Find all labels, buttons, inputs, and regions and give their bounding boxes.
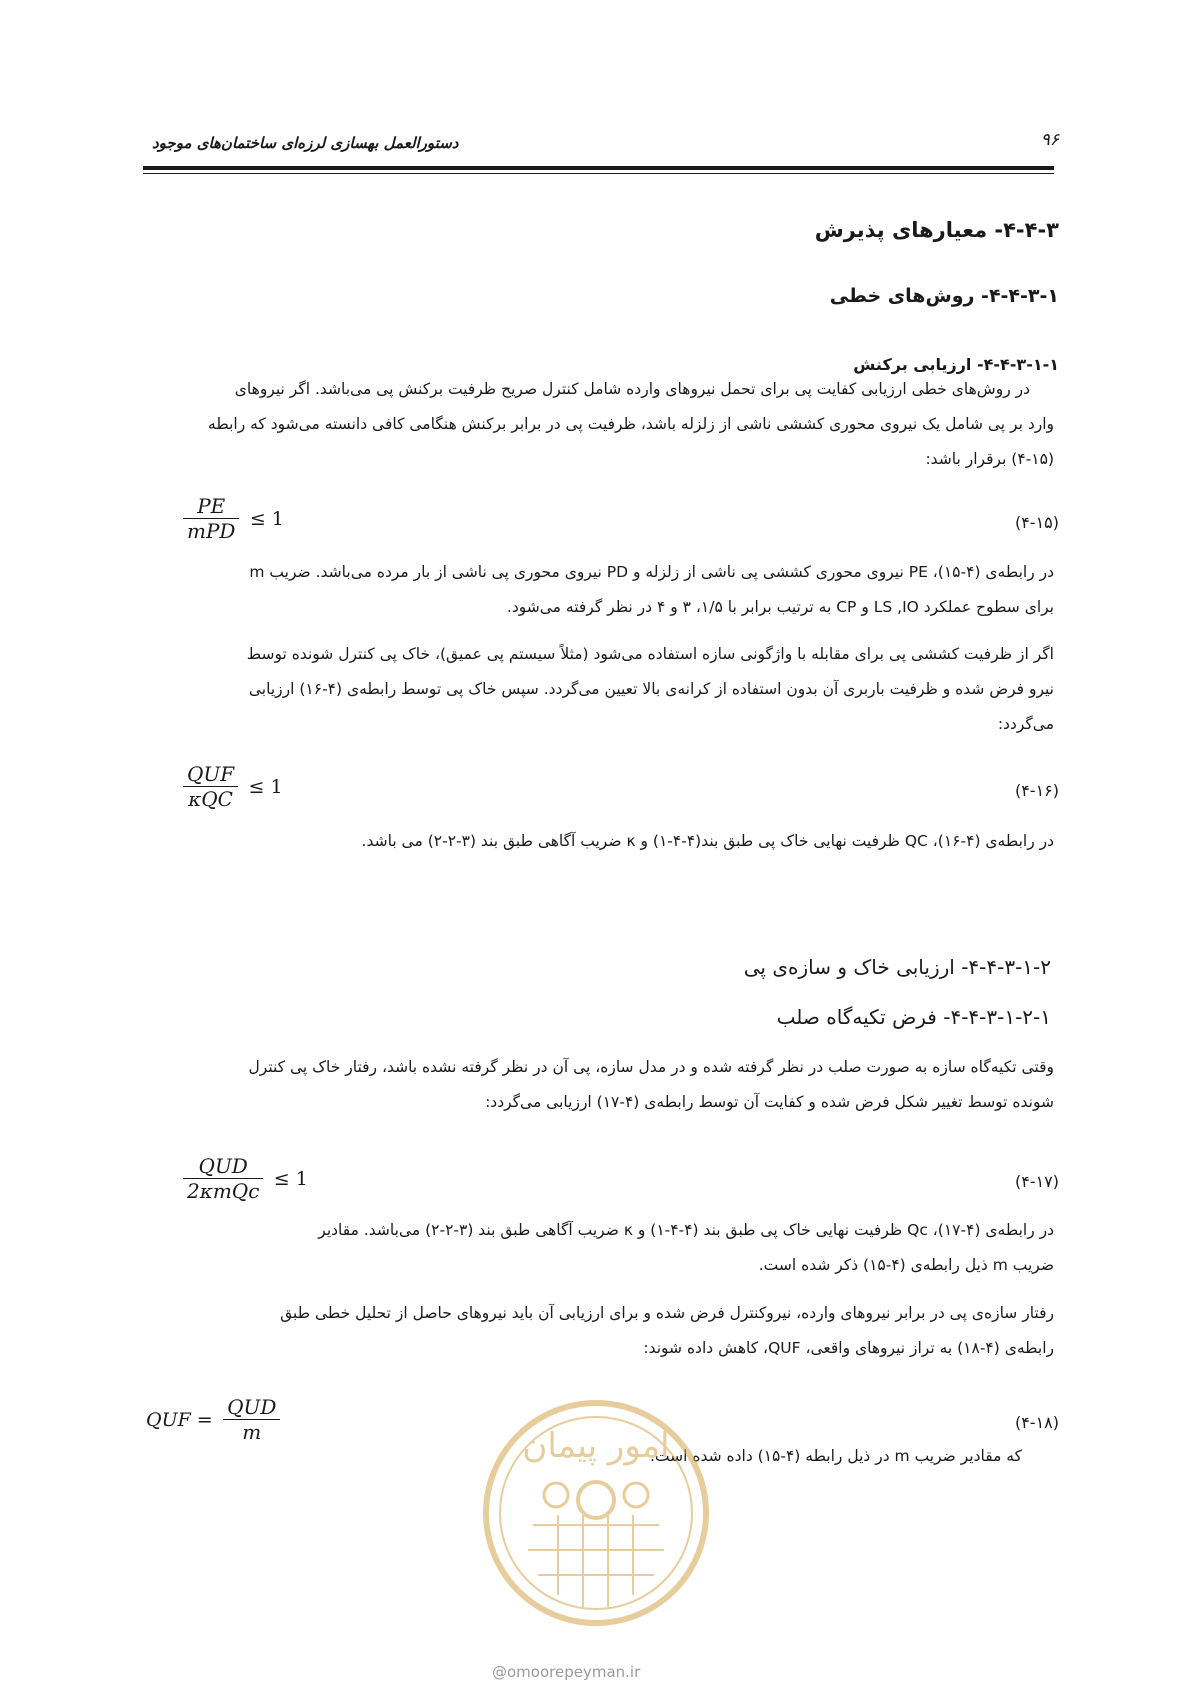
subsubsection-heading: ۴-۴-۳-۱-۱- ارزیابی برکنش (853, 355, 1059, 374)
header-rule-thin (143, 173, 1054, 174)
fraction (223, 1395, 280, 1444)
equation-4-18 (146, 1395, 280, 1444)
equation-4-16 (183, 762, 283, 811)
numerator: QUF (183, 762, 238, 787)
text-line: می‌گردد: (997, 715, 1054, 733)
header-rule-thick (143, 166, 1054, 170)
paragraph-uplift-intro (143, 372, 1054, 477)
subsection-heading-rigid-support: ۴-۴-۳-۱-۲-۱- فرض تکیه‌گاه صلب (776, 1005, 1051, 1029)
fraction (183, 1154, 263, 1203)
relation: ≤ 1 (249, 507, 284, 530)
subsection-heading-soil: ۴-۴-۳-۱-۲- ارزیابی خاک و سازه‌ی پی (743, 955, 1051, 979)
denominator: κQC (188, 787, 233, 811)
text-line: ضریب m ذیل رابطه‌ی (۴-۱۵) ذکر شده است. (758, 1256, 1054, 1274)
paragraph-rigid-support (143, 1050, 1054, 1120)
text-line: برای سطوح عملکرد LS ,IO و CP به ترتیب برابر با ۱/۵، ۳ و ۴ در نظر گرفته می‌شود. (506, 598, 1054, 616)
numerator: PE (183, 494, 239, 519)
text-line: اگر از ظرفیت کششی پی برای مقابله با واژگونی سازه استفاده می‌شود (مثلاً سیستم پی عمیق)، خاک پی کنترل شونده توسط (246, 645, 1054, 663)
stamp-text: امور پیمان (522, 1426, 670, 1466)
numerator: QUD (183, 1154, 263, 1179)
paragraph-overturning (143, 637, 1054, 742)
text-line: شونده توسط تغییر شکل فرض شده و کفایت آن توسط رابطه‌ی (۴-۱۷) ارزیابی می‌گردد: (485, 1093, 1054, 1111)
denominator: 2κmQc (187, 1179, 260, 1203)
text-line: که مقادیر ضریب m در ذیل رابطه (۴-۱۵) داده شده است. (649, 1447, 1022, 1465)
text-line: رابطه‌ی (۴-۱۸) به تراز نیروهای واقعی، QUF، کاهش داده شوند: (643, 1339, 1054, 1357)
running-header-title: دستورالعمل بهسازی لرزه‌ای ساختمان‌های موجود (152, 134, 459, 152)
text-line: در روش‌های خطی ارزیابی کفایت پی برای تحمل نیروهای وارده شامل کنترل صریح ظرفیت برکنش پی می‌باشد. اگر نیروهای (234, 380, 1030, 398)
relation: ≤ 1 (273, 1167, 308, 1190)
denominator: mPD (187, 519, 236, 543)
lhs: QUF = (146, 1408, 213, 1431)
text-line: در رابطه‌ی (۴-۱۷)، Qc ظرفیت نهایی خاک پی طبق بند (۴-۴-۱) و κ ضریب آگاهی طبق بند (۳-۲-۲) می‌باشد. مقادیر (318, 1221, 1054, 1239)
paragraph-foundation-structure (143, 1296, 1054, 1366)
denominator: m (242, 1420, 262, 1444)
text-line: در رابطه‌ی (۴-۱۶)، QC ظرفیت نهایی خاک پی طبق بند(۴-۴-۱) و κ ضریب آگاهی طبق بند (۳-۲-۲) می باشد. (361, 832, 1054, 850)
equation-number: (۴-۱۵) (1014, 513, 1059, 532)
relation: ≤ 1 (248, 775, 283, 798)
equation-number: (۴-۱۶) (1014, 781, 1059, 800)
text-line: رفتار سازه‌ی پی در برابر نیروهای وارده، نیروکنترل فرض شده و برای ارزیابی آن باید نیروهای حاصل از تحلیل خطی طبق (280, 1304, 1054, 1322)
paragraph-eq17-definitions (143, 1213, 1054, 1283)
equation-number: (۴-۱۸) (1014, 1413, 1059, 1432)
paragraph-soil-capacity (143, 824, 1054, 859)
fraction (183, 494, 239, 543)
section-heading: ۴-۴-۳- معیارهای پذیرش (814, 218, 1059, 242)
paragraph-uplift-definitions (143, 555, 1054, 625)
text-line: وقتی تکیه‌گاه سازه به صورت صلب در نظر گرفته شده و در مدل سازه، پی آن در نظر گرفته نشده باشد، رفتار خاک پی کنترل (248, 1058, 1054, 1076)
equation-4-15 (183, 494, 284, 543)
text-line: وارد بر پی شامل یک نیروی محوری کششی ناشی از زلزله باشد، ظرفیت پی در برابر برکنش هنگامی کافی دانسته می‌شود که رابطه (208, 415, 1054, 433)
equation-number: (۴-۱۷) (1014, 1172, 1059, 1191)
watermark-site: @omoorepeyman.ir (492, 1663, 641, 1681)
subsection-heading: ۴-۴-۳-۱- روش‌های خطی (829, 285, 1059, 307)
text-line: (۴-۱۵) برقرار باشد: (925, 450, 1054, 468)
text-line: در رابطه‌ی (۴-۱۵)، PE نیروی محوری کششی پی ناشی از زلزله و PD نیروی محوری پی ناشی از بار مرده می‌باشد. ضریب m (249, 563, 1054, 581)
text-line: نیرو فرض شده و ظرفیت باربری آن بدون استفاده از کرانه‌ی بالا تعیین می‌گردد. سپس خاک پی توسط رابطه‌ی (۴-۱۶) ارزیابی (248, 680, 1054, 698)
fraction (183, 762, 238, 811)
watermark-stamp (478, 1395, 714, 1631)
numerator: QUD (223, 1395, 280, 1420)
page-number: ۹۶ (1040, 130, 1059, 150)
equation-4-17 (183, 1154, 308, 1203)
